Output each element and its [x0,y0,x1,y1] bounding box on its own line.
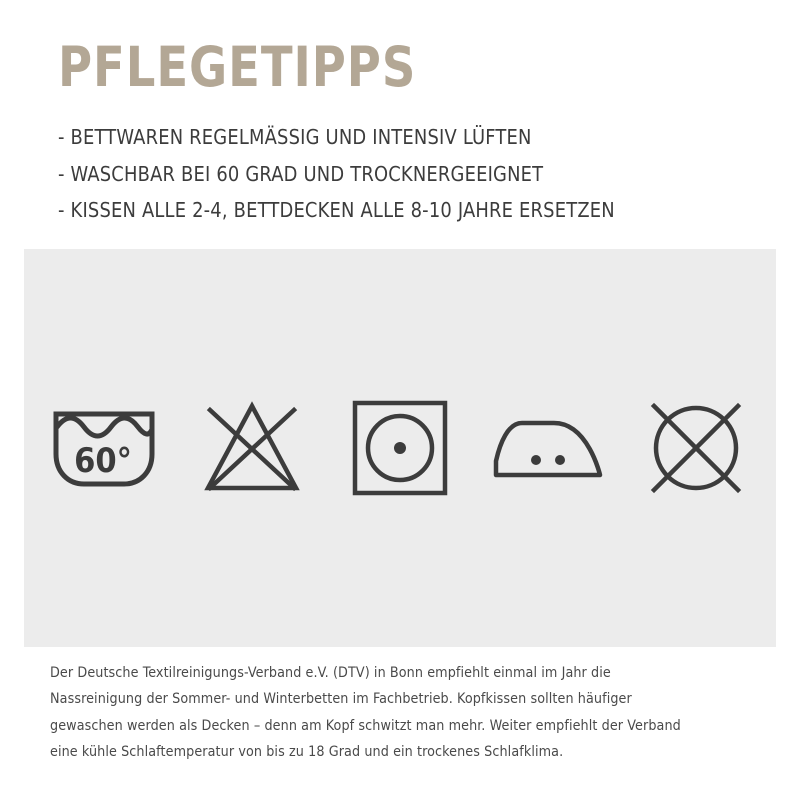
do-not-bleach-icon [196,392,308,504]
wash-60-icon [48,392,160,504]
do-not-dry-clean-icon [640,392,752,504]
header-block [0,0,800,221]
care-tip-item: - WASCHBAR BEI 60 GRAD UND TROCKNERGEEIGNET [58,161,544,186]
footer-paragraph: Der Deutsche Textilreinigungs-Verband e.V. (DTV) in Bonn empfiehlt einmal im Jahr die Nassreinigung der Sommer- und Winterbetten im Fachbetrieb. Kopfkissen sollten häufiger gewaschen werden als Decken – denn am Kopf schwitzt man mehr. Weiter empfiehlt der Verband eine kühle Schlaftemperatur von bis zu 18 Grad und ein trockenes Schlafklima. [50,665,681,760]
care-tip-item: - KISSEN ALLE 2-4, BETTDECKEN ALLE 8-10 JAHRE ERSETZEN [58,198,615,222]
footer-note [50,660,690,765]
care-symbol-panel [24,249,776,647]
tumble-dry-normal-icon [344,392,456,504]
wash-temperature-label: 60° [74,441,132,481]
page-title: PFLEGETIPPS [58,35,417,99]
care-tips-list [58,127,750,221]
iron-low-icon [492,392,604,504]
care-tip-item: - BETTWAREN REGELMÄSSIG UND INTENSIV LÜFTEN [58,125,532,149]
